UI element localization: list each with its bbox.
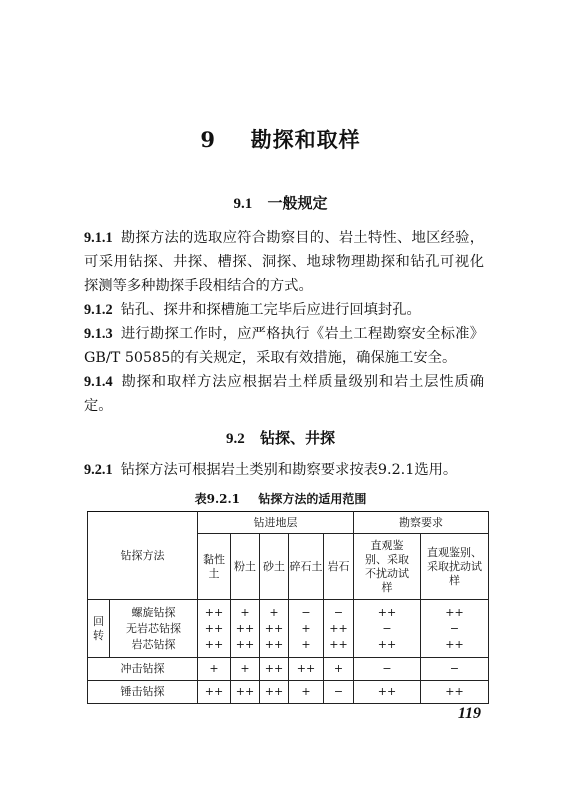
- table-value: ++: [204, 637, 224, 651]
- clause-text: 勘探方法的选取应符合勘察目的、岩土特性、地区经验，可采用钻探、井探、槽探、洞探、地球物理勘探和钻孔可视化探测等多种勘探手段相结合的方式。: [84, 230, 484, 294]
- table-value: −: [324, 681, 354, 704]
- table-value: ++: [260, 681, 289, 704]
- method-name: 无岩芯钻探: [126, 621, 181, 635]
- table-value: +: [289, 681, 324, 704]
- table-value: −: [333, 605, 344, 619]
- value-cell: [231, 600, 260, 658]
- table-value: −: [354, 658, 421, 681]
- table-value: ++: [329, 637, 348, 651]
- value-cell: [198, 600, 231, 658]
- clause-number: 9.2.1: [84, 462, 113, 478]
- value-cell: [421, 600, 489, 658]
- chapter-title-text: 勘探和取样: [250, 127, 361, 152]
- table-value: −: [382, 621, 392, 635]
- method-name: 岩芯钻探: [131, 637, 176, 651]
- table-value: ++: [264, 637, 284, 651]
- header-stratum: 岩石: [324, 534, 354, 600]
- header-requirement: 直观鉴别、采取扰动试样: [421, 534, 489, 600]
- header-stratum: 黏性土: [198, 534, 231, 600]
- table-row-rotary: [88, 600, 489, 658]
- rotary-methods-cell: [110, 600, 198, 658]
- value-cell: [324, 600, 354, 658]
- table-value: ++: [235, 637, 255, 651]
- table-value: ++: [289, 658, 324, 681]
- clause-number: 9.1.3: [84, 326, 113, 342]
- value-cell: [289, 600, 324, 658]
- section-number: 9.1: [233, 196, 253, 212]
- clause-number: 9.1.2: [84, 302, 113, 318]
- method-name: 锤击钻探: [88, 681, 198, 704]
- table-caption-number: 表9.2.1: [194, 492, 240, 506]
- clause-text: 勘探和取样方法应根据岩土样质量级别和岩土层性质确定。: [84, 374, 484, 414]
- table-value: −: [301, 605, 311, 619]
- section-heading-9-1: [0, 192, 561, 213]
- table-value: ++: [445, 637, 464, 651]
- chapter-number: 9: [200, 127, 216, 152]
- rotary-group-label: 回转: [88, 600, 110, 658]
- header-method: 钻探方法: [88, 512, 198, 600]
- drilling-methods-table: [87, 511, 489, 704]
- method-name: 螺旋钻探: [131, 605, 176, 619]
- table-value: ++: [354, 681, 421, 704]
- table-value: ++: [377, 605, 397, 619]
- clause-9-2-1: [84, 458, 484, 482]
- table-value: +: [198, 658, 231, 681]
- header-stratum: 碎石土: [289, 534, 324, 600]
- table-value: +: [240, 605, 250, 619]
- table-value: −: [421, 658, 489, 681]
- table-value: ++: [198, 681, 231, 704]
- header-stratum: 砂土: [260, 534, 289, 600]
- table-value: +: [269, 605, 279, 619]
- header-stratum: 粉土: [231, 534, 260, 600]
- method-name: 冲击钻探: [88, 658, 198, 681]
- table-caption-title: 钻探方法的适用范围: [258, 492, 367, 506]
- page-number: 119: [457, 705, 481, 722]
- clause-9-1-4: [84, 370, 484, 418]
- clause-9-1-2: [84, 298, 484, 322]
- clause-text: 钻孔、探井和探槽施工完毕后应进行回填封孔。: [120, 302, 421, 318]
- clause-number: 9.1.4: [84, 374, 113, 390]
- table-value: ++: [421, 681, 489, 704]
- section-number: 9.2: [226, 431, 245, 447]
- table-value: ++: [329, 621, 348, 635]
- table-value: +: [301, 637, 311, 651]
- table-value: −: [449, 621, 460, 635]
- section-title: 一般规定: [267, 194, 328, 212]
- table-value: ++: [235, 621, 255, 635]
- header-requirement: 直观鉴别、采取不扰动试样: [354, 534, 421, 600]
- section-title: 钻探、井探: [259, 429, 335, 447]
- table-value: ++: [377, 637, 397, 651]
- chapter-title: [0, 124, 561, 154]
- table-caption: [0, 490, 561, 507]
- table-value: ++: [264, 621, 284, 635]
- clause-text: 钻探方法可根据岩土类别和勘察要求按表9.2.1选用。: [120, 462, 458, 478]
- table-value: ++: [204, 621, 224, 635]
- table-value: ++: [445, 605, 464, 619]
- table-row-percussion: [88, 658, 489, 681]
- table-row-hammer: [88, 681, 489, 704]
- clause-number: 9.1.1: [84, 230, 113, 246]
- table-value: +: [301, 621, 311, 635]
- value-cell: [354, 600, 421, 658]
- clause-9-1-1: [84, 226, 484, 298]
- table-value: +: [231, 658, 260, 681]
- clause-text: 进行勘探工作时，应严格执行《岩土工程勘察安全标准》GB/T 50585的有关规定，采取有效措施，确保施工安全。: [84, 326, 484, 366]
- table-value: ++: [260, 658, 289, 681]
- header-strata: 钻进地层: [198, 512, 354, 534]
- clause-9-1-3: [84, 322, 484, 370]
- value-cell: [260, 600, 289, 658]
- table-value: ++: [204, 605, 224, 619]
- table-value: ++: [231, 681, 260, 704]
- table-value: +: [324, 658, 354, 681]
- section-heading-9-2: [0, 427, 561, 448]
- header-requirements: 勘察要求: [354, 512, 489, 534]
